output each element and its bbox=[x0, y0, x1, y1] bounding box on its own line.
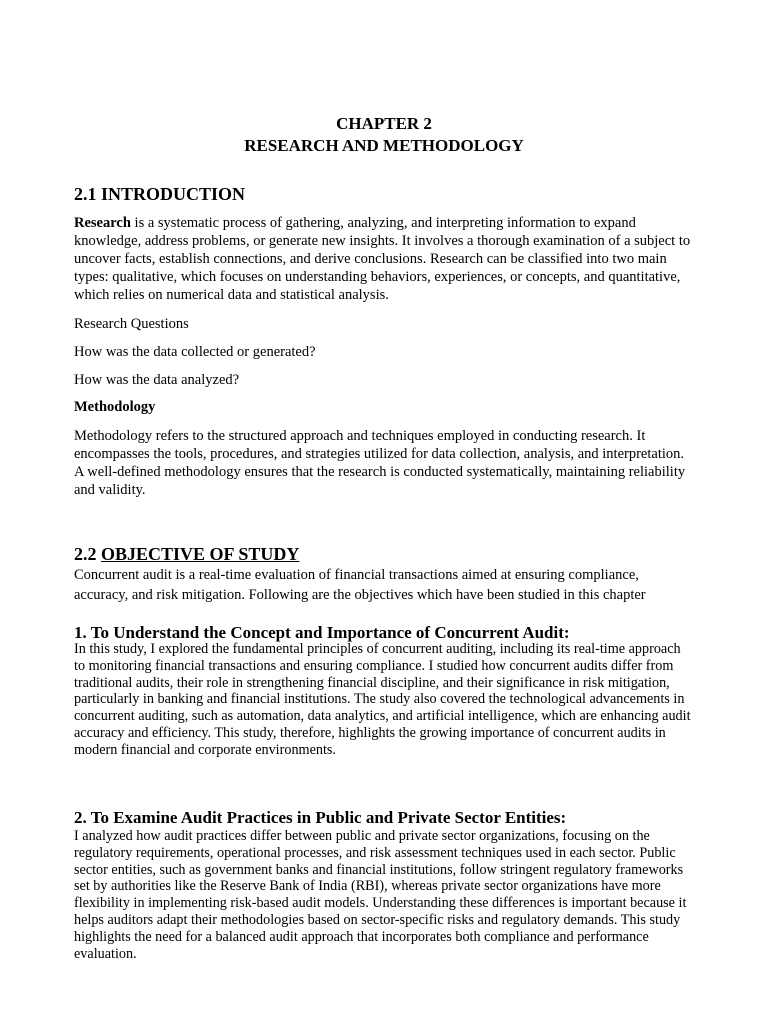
introduction-heading: 2.1 INTRODUCTION bbox=[74, 184, 246, 204]
chapter-title: RESEARCH AND METHODOLOGY bbox=[244, 136, 524, 155]
research-question-1: How was the data collected or generated? bbox=[74, 344, 316, 360]
chapter-number: CHAPTER 2 bbox=[336, 114, 432, 133]
research-term: Research bbox=[74, 215, 131, 231]
objective-2-heading: 2. To Examine Audit Practices in Public and Private Sector Entities: bbox=[74, 808, 567, 827]
objective-heading-text: OBJECTIVE OF STUDY bbox=[101, 544, 300, 564]
introduction-paragraph-text: is a systematic process of gathering, analyzing, and interpreting information to expand knowledge, address problems, or generate new insights. It involves a thorough examination of a subject to uncover facts, establish connections, and derive conclusions. Research can be classified into two main types: qualitative, which focuses on understanding behaviors, experiences, or concepts, and quantitative, which relies on numerical data and statistical analysis. bbox=[74, 215, 691, 303]
objective-heading bbox=[74, 543, 694, 565]
objective-1-heading: 1. To Understand the Concept and Importance of Concurrent Audit: bbox=[74, 623, 570, 642]
objective-intro-paragraph: Concurrent audit is a real-time evaluation of financial transactions aimed at ensuring compliance, accuracy, and risk mitigation. Following are the objectives which have been studied in this chapter bbox=[74, 567, 646, 603]
objective-1-paragraph: In this study, I explored the fundamental principles of concurrent auditing, including its real-time approach to monitoring financial transactions and ensuring compliance. I studied how concurrent audits differ from traditional audits, their role in strengthening financial discipline, and their significance in risk mitigation, particularly in banking and financial institutions. The study also covered the technological advancements in concurrent auditing, such as automation, data analytics, and artificial intelligence, which are enhancing audit accuracy and efficiency. This study, therefore, highlights the growing importance of concurrent audits in modern financial and corporate environments. bbox=[74, 641, 691, 758]
research-question-2: How was the data analyzed? bbox=[74, 372, 240, 388]
objective-2-paragraph: I analyzed how audit practices differ between public and private sector organizations, focusing on the regulatory requirements, operational processes, and risk assessment techniques used in each sector. Public sector entities, such as government banks and financial institutions, follow stringent regulatory frameworks set by authorities like the Reserve Bank of India (RBI), whereas private sector organizations have more flexibility in implementing risk-based audit models. Understanding these differences is important because it helps auditors adapt their methodologies based on sector-specific risks and regulatory demands. This study highlights the need for a balanced audit approach that incorporates both compliance and performance evaluation. bbox=[74, 828, 687, 962]
objective-heading-number: 2.2 bbox=[74, 544, 101, 564]
methodology-paragraph: Methodology refers to the structured approach and techniques employed in conducting research. It encompasses the tools, procedures, and strategies utilized for data collection, analysis, and interpretation. A well-defined methodology ensures that the research is conducted systematically, maintaining reliability and validity. bbox=[74, 428, 686, 498]
introduction-paragraph bbox=[74, 214, 694, 304]
methodology-heading bbox=[74, 398, 694, 416]
methodology-heading-text: Methodology bbox=[74, 399, 156, 415]
research-questions-label: Research Questions bbox=[74, 316, 189, 332]
